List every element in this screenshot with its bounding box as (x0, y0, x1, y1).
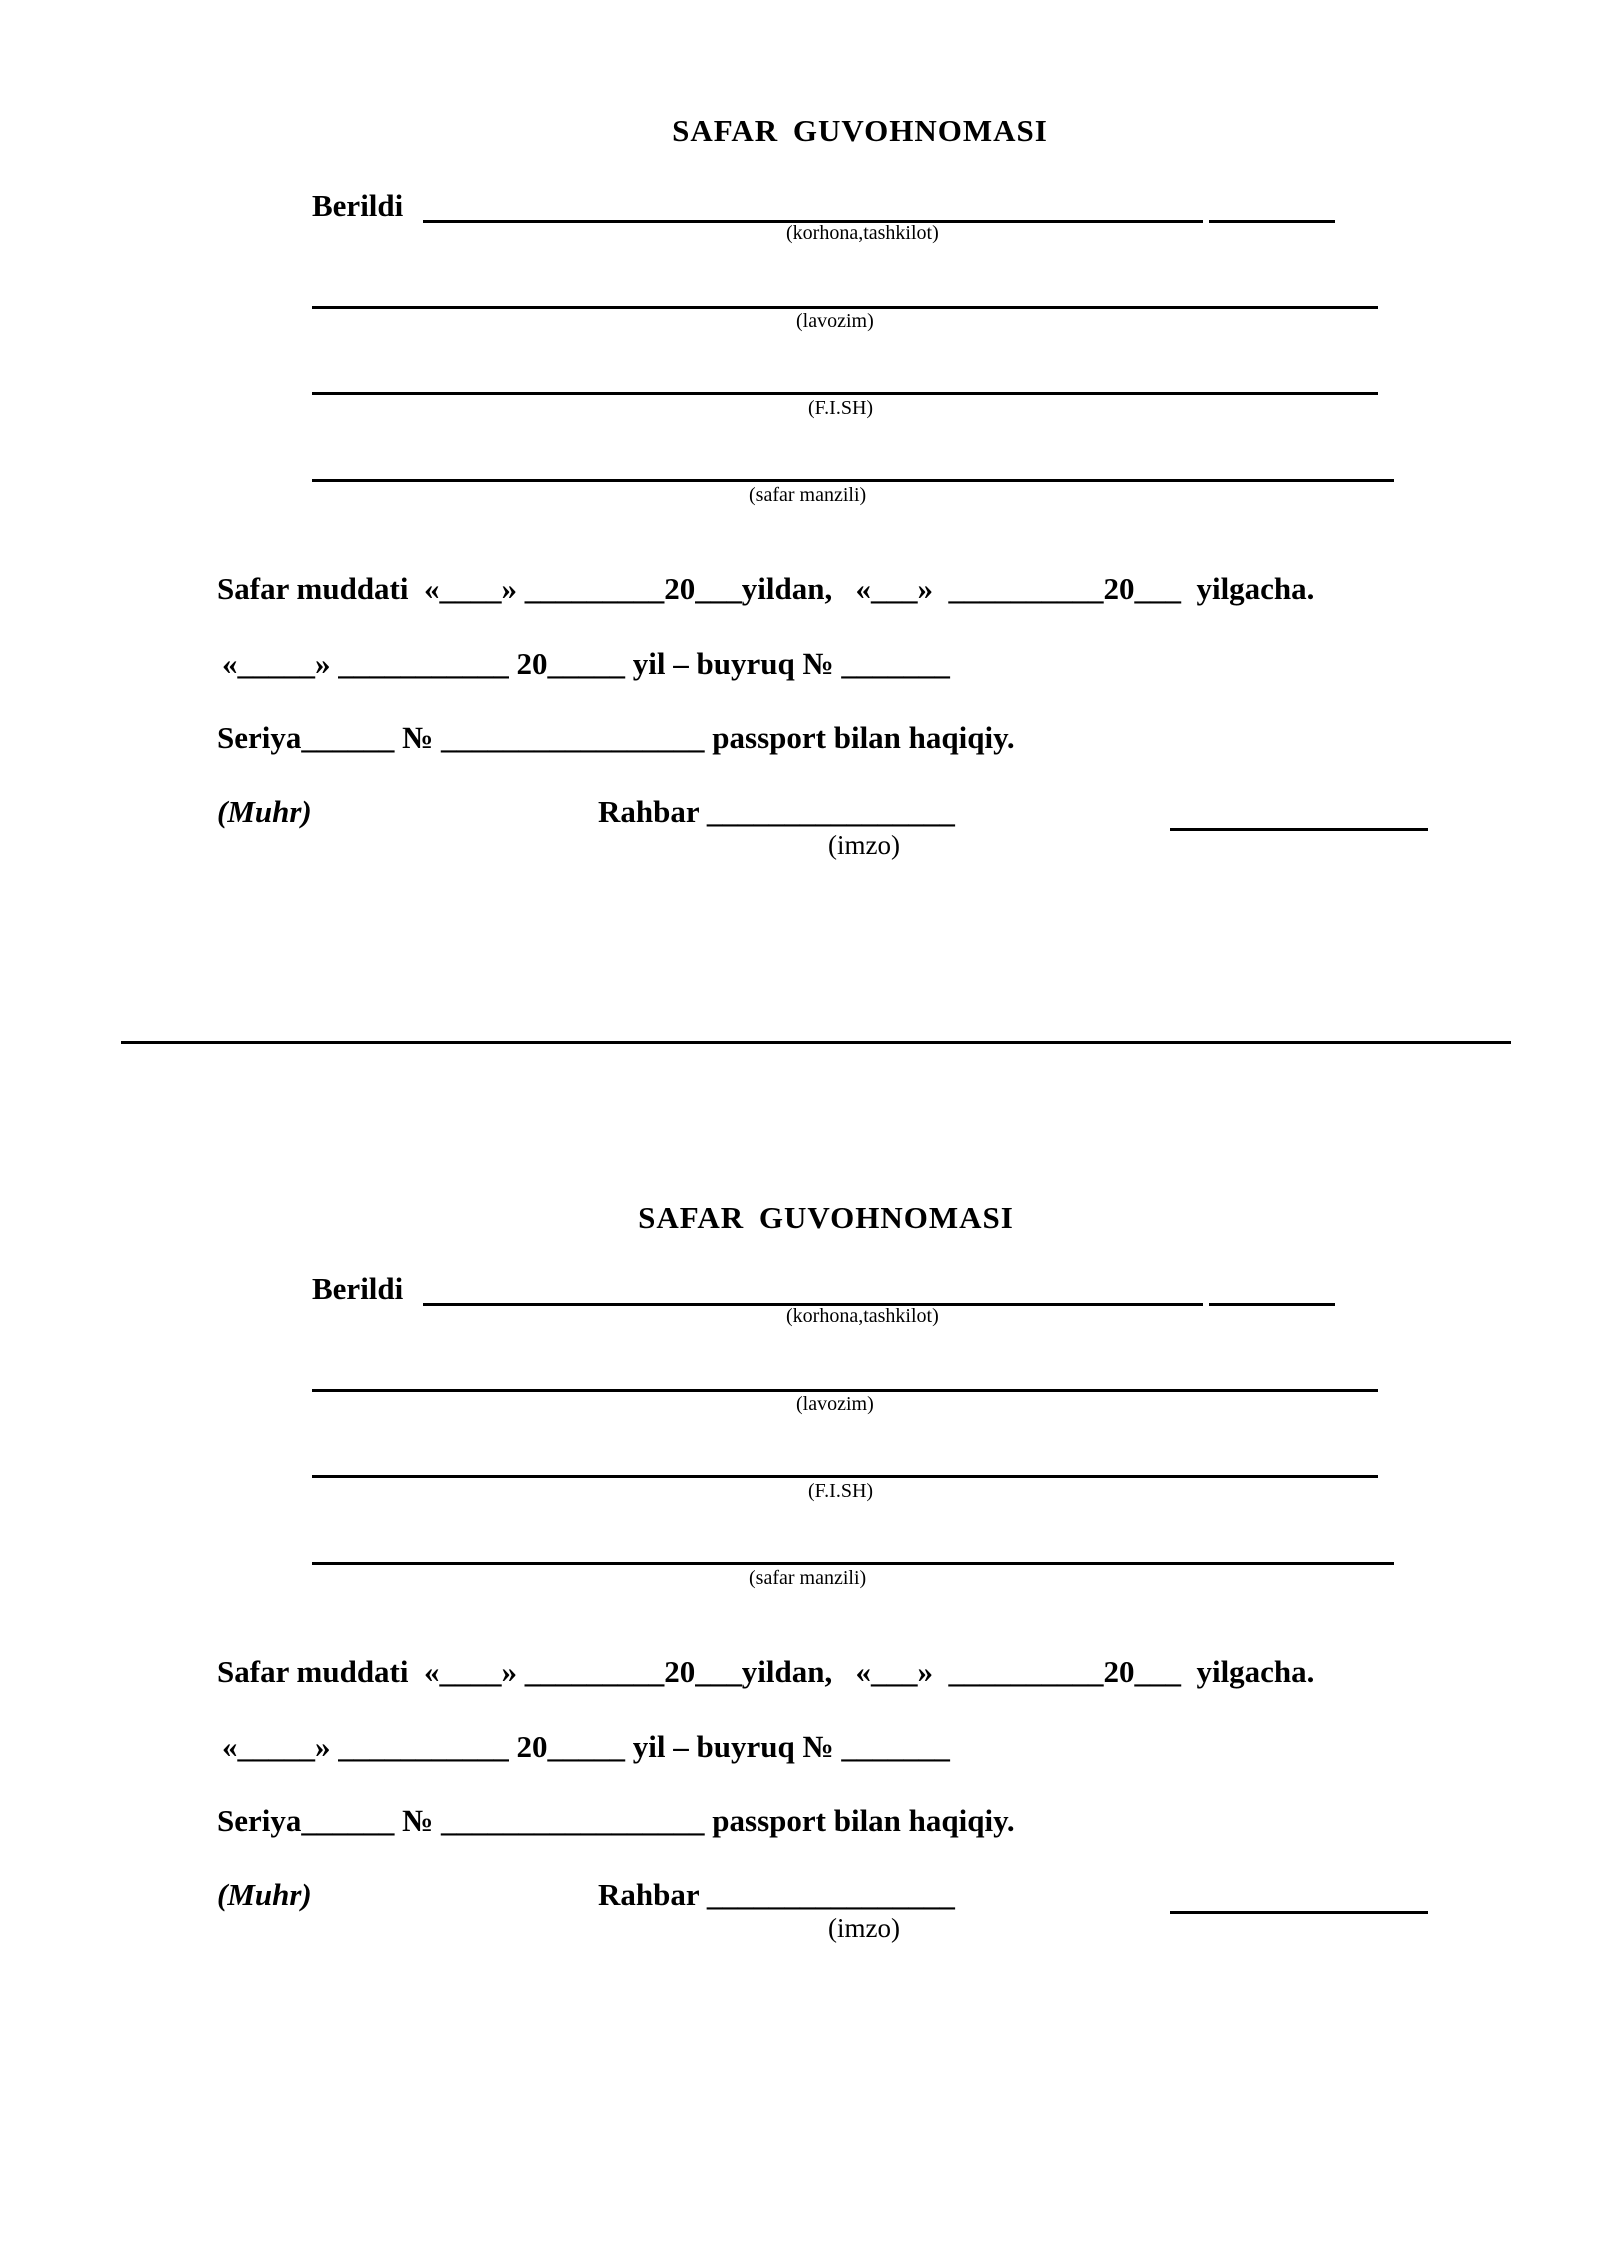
destination-field[interactable] (312, 451, 1394, 482)
organization-caption: (korhona,tashkilot) (786, 222, 939, 244)
manager-signature-line[interactable]: Rahbar ________________ (598, 794, 955, 829)
organization-field[interactable] (423, 1275, 1203, 1306)
organization-field-extra[interactable] (1209, 1275, 1335, 1306)
passport-line[interactable]: Seriya______ № _________________ passport bilan haqiqiy. (217, 720, 1015, 755)
destination-field[interactable] (312, 1534, 1394, 1565)
organization-field[interactable] (423, 192, 1203, 223)
form-title: SAFAR GUVOHNOMASI (672, 113, 1048, 148)
organization-field-extra[interactable] (1209, 192, 1335, 223)
passport-line[interactable]: Seriya______ № _________________ passport bilan haqiqiy. (217, 1803, 1015, 1838)
travel-period-line[interactable]: Safar muddati «____» _________20___yildan, «___» __________20___ yilgacha. (217, 571, 1315, 606)
organization-caption: (korhona,tashkilot) (786, 1305, 939, 1327)
position-caption: (lavozim) (796, 1393, 874, 1415)
travel-period-line[interactable]: Safar muddati «____» _________20___yildan, «___» __________20___ yilgacha. (217, 1654, 1315, 1689)
destination-caption: (safar manzili) (749, 484, 867, 506)
stamp-label: (Muhr) (217, 794, 312, 829)
manager-name-field[interactable] (1170, 1883, 1428, 1914)
berildi-label: Berildi (312, 188, 404, 223)
full-name-caption: (F.I.SH) (808, 1480, 874, 1502)
form-title: SAFAR GUVOHNOMASI (638, 1200, 1014, 1235)
signature-caption: (imzo) (828, 830, 900, 860)
position-field[interactable] (312, 1361, 1378, 1392)
order-line[interactable]: «_____» ___________ 20_____ yil – buyruq № _______ (222, 1729, 950, 1764)
travel-certificate-form-2 (0, 1083, 1600, 1943)
travel-certificate-form-1 (0, 0, 1600, 860)
stamp-label: (Muhr) (217, 1877, 312, 1912)
signature-caption: (imzo) (828, 1913, 900, 1943)
destination-caption: (safar manzili) (749, 1567, 867, 1589)
cut-line-divider (121, 1041, 1511, 1044)
position-caption: (lavozim) (796, 310, 874, 332)
full-name-caption: (F.I.SH) (808, 397, 874, 419)
full-name-field[interactable] (312, 364, 1378, 395)
full-name-field[interactable] (312, 1447, 1378, 1478)
position-field[interactable] (312, 278, 1378, 309)
manager-signature-line[interactable]: Rahbar ________________ (598, 1877, 955, 1912)
manager-name-field[interactable] (1170, 800, 1428, 831)
berildi-label: Berildi (312, 1271, 404, 1306)
order-line[interactable]: «_____» ___________ 20_____ yil – buyruq № _______ (222, 646, 950, 681)
